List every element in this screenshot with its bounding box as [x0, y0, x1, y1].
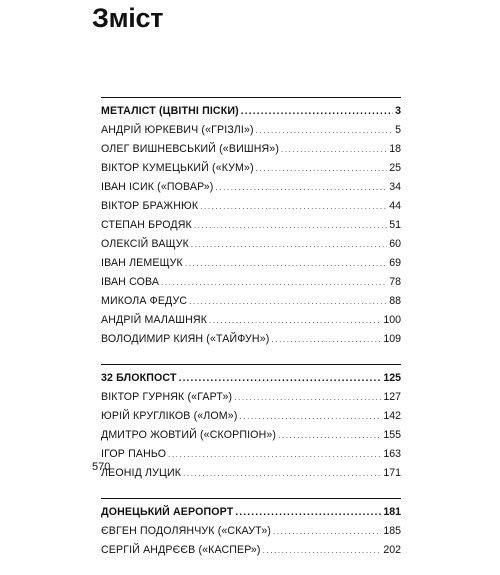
toc-entry[interactable]: [101, 197, 401, 216]
dot-leader: [273, 522, 381, 541]
section-title: МЕТАЛІСТ (ЦВІТНІ ПІСКИ): [101, 105, 239, 117]
dot-leader: [200, 197, 387, 216]
toc-entry[interactable]: [101, 292, 401, 311]
dot-leader: [263, 541, 382, 560]
dot-leader: [281, 140, 387, 159]
section-page-number: 125: [383, 372, 401, 384]
entry-page-number: 185: [383, 525, 401, 537]
toc-entry[interactable]: [101, 216, 401, 235]
toc-entry[interactable]: [101, 426, 401, 445]
toc-entry[interactable]: [101, 121, 401, 140]
entry-title: МИКОЛА ФЕДУС: [101, 295, 188, 307]
toc-entry[interactable]: [101, 178, 401, 197]
entry-title: ЄВГЕН ПОДОЛЯНЧУК («СКАУТ»): [101, 525, 272, 537]
entry-page-number: 60: [389, 238, 401, 250]
toc-entry[interactable]: [101, 522, 401, 541]
toc-entry[interactable]: [101, 254, 401, 273]
toc-entry[interactable]: [101, 235, 401, 254]
entry-page-number: 171: [383, 467, 401, 479]
entry-page-number: 44: [389, 200, 401, 212]
entry-title: ЮРІЙ КРУГЛІКОВ («ЛОМ»): [101, 410, 238, 422]
toc-entry[interactable]: [101, 140, 401, 159]
dot-leader: [241, 102, 393, 121]
dot-leader: [179, 369, 382, 388]
page-title: Зміст: [92, 3, 164, 33]
dot-leader: [183, 464, 381, 483]
entry-title: ОЛЕКСІЙ ВАЩУК: [101, 238, 189, 250]
toc-section: [101, 498, 401, 560]
dot-leader: [215, 178, 387, 197]
toc-entry[interactable]: [101, 273, 401, 292]
section-divider: [101, 498, 401, 499]
section-page-number: 3: [395, 105, 401, 117]
dot-leader: [256, 159, 387, 178]
toc-entry[interactable]: [101, 445, 401, 464]
entry-title: ІВАН ЛЕМЕЩУК: [101, 257, 183, 269]
toc-section-heading[interactable]: [101, 503, 401, 522]
toc-entry[interactable]: [101, 464, 401, 483]
entry-page-number: 25: [389, 162, 401, 174]
section-divider: [101, 364, 401, 365]
dot-leader: [271, 330, 381, 349]
entry-title: АНДРІЙ МАЛАШНЯК: [101, 314, 208, 326]
dot-leader: [194, 216, 387, 235]
dot-leader: [185, 254, 387, 273]
toc-section: [101, 364, 401, 483]
section-divider: [101, 97, 401, 98]
dot-leader: [240, 407, 382, 426]
entry-page-number: 127: [383, 391, 401, 403]
toc-entry[interactable]: [101, 407, 401, 426]
entry-page-number: 88: [389, 295, 401, 307]
entry-title: ІГОР ПАНЬО: [101, 448, 167, 460]
toc-entry[interactable]: [101, 388, 401, 407]
table-of-contents: [101, 97, 401, 575]
dot-leader: [234, 388, 381, 407]
dot-leader: [209, 311, 381, 330]
entry-page-number: 34: [389, 181, 401, 193]
entry-title: ВІКТОР БРАЖНЮК: [101, 200, 199, 212]
toc-section-heading[interactable]: [101, 102, 401, 121]
entry-page-number: 69: [389, 257, 401, 269]
dot-leader: [235, 503, 381, 522]
section-title: ДОНЕЦЬКИЙ АЕРОПОРТ: [101, 506, 234, 518]
entry-title: ВОЛОДИМИР КИЯН («ТАЙФУН»): [101, 333, 270, 345]
dot-leader: [161, 273, 387, 292]
entry-title: ВІКТОР КУМЕЦЬКИЙ («КУМ»): [101, 162, 254, 174]
toc-entry[interactable]: [101, 541, 401, 560]
entry-page-number: 100: [383, 314, 401, 326]
toc-section: [101, 97, 401, 349]
entry-title: АНДРІЙ ЮРКЕВИЧ («ГРІЗЛІ»): [101, 124, 254, 136]
dot-leader: [191, 235, 387, 254]
section-page-number: 181: [383, 506, 401, 518]
entry-title: ІВАН СОВА: [101, 276, 160, 288]
entry-page-number: 142: [383, 410, 401, 422]
entry-page-number: 5: [395, 124, 401, 136]
entry-page-number: 51: [389, 219, 401, 231]
entry-page-number: 78: [389, 276, 401, 288]
toc-section-heading[interactable]: [101, 369, 401, 388]
section-title: 32 БЛОКПОСТ: [101, 372, 177, 384]
entry-title: ЛЕОНІД ЛУЦИК: [101, 467, 182, 479]
entry-page-number: 163: [383, 448, 401, 460]
entry-page-number: 18: [389, 143, 401, 155]
toc-entry[interactable]: [101, 330, 401, 349]
entry-page-number: 109: [383, 333, 401, 345]
toc-entry[interactable]: [101, 159, 401, 178]
page-number: 570: [92, 461, 111, 473]
toc-entry[interactable]: [101, 311, 401, 330]
entry-title: ІВАН ІСИК («ПОВАР»): [101, 181, 214, 193]
dot-leader: [168, 445, 381, 464]
entry-page-number: 155: [383, 429, 401, 441]
entry-title: СТЕПАН БРОДЯК: [101, 219, 192, 231]
entry-title: ОЛЕГ ВИШНЕВСЬКИЙ («ВИШНЯ»): [101, 143, 280, 155]
entry-title: ВІКТОР ГУРНЯК («ГАРТ»): [101, 391, 233, 403]
dot-leader: [278, 426, 381, 445]
entry-title: СЕРГІЙ АНДРЄЄВ («КАСПЕР»): [101, 544, 261, 556]
dot-leader: [189, 292, 387, 311]
dot-leader: [256, 121, 393, 140]
entry-page-number: 202: [383, 544, 401, 556]
entry-title: ДМИТРО ЖОВТИЙ («СКОРПІОН»): [101, 429, 277, 441]
